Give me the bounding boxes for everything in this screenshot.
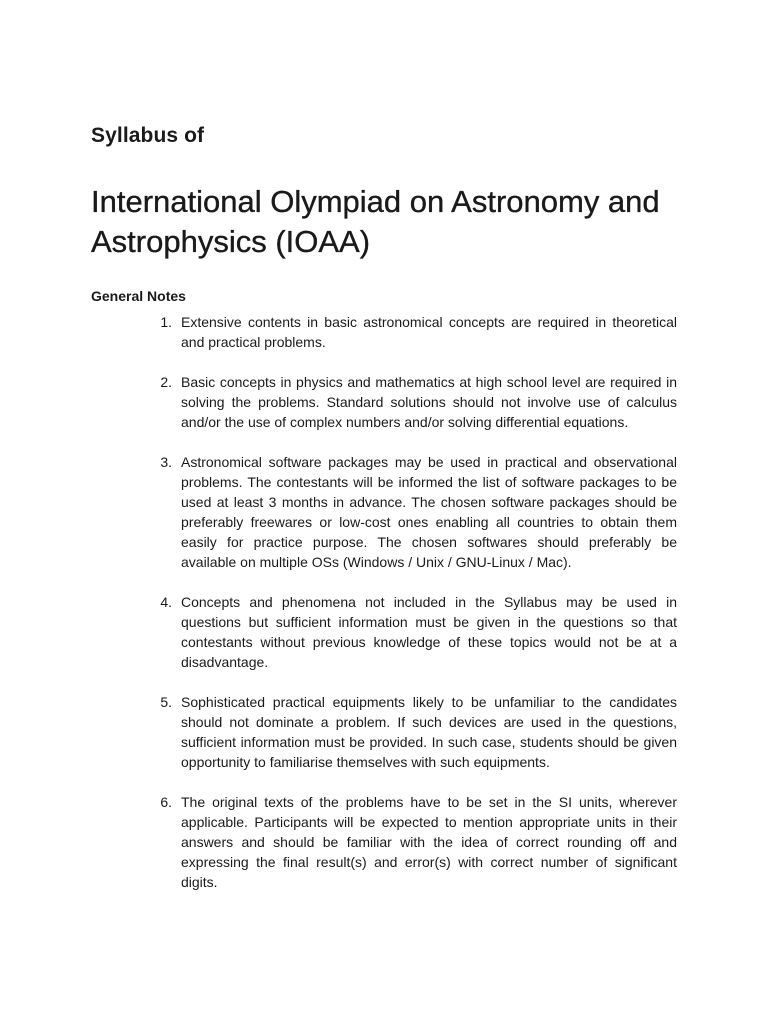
note-number: 2. xyxy=(160,374,172,390)
note-number: 5. xyxy=(160,694,172,710)
note-item xyxy=(0,692,768,772)
note-number: 3. xyxy=(160,454,172,470)
note-text: The original texts of the problems have to be set in the SI units, wherever applicable. Participants will be expected to mention appropriate units in their answers and should be familiar with the idea of correct rounding off and expressing the final result(s) and error(s) with correct number of significant digits. xyxy=(181,794,677,890)
section-heading: General Notes xyxy=(91,288,186,304)
note-number: 1. xyxy=(160,314,172,330)
note-item xyxy=(0,592,768,672)
note-item xyxy=(0,452,768,572)
note-item xyxy=(0,792,768,892)
note-text: Basic concepts in physics and mathematics at high school level are required in solving the problems. Standard solutions should not involve use of calculus and/or the use of complex numbers and/or solving differential equations. xyxy=(181,374,677,430)
note-text: Concepts and phenomena not included in the Syllabus may be used in questions but sufficient information must be given in the questions so that contestants without previous knowledge of these topics would not be at a disadvantage. xyxy=(181,594,677,670)
document-title: International Olympiad on Astronomy and Astrophysics (IOAA) xyxy=(91,184,660,259)
note-item xyxy=(0,372,768,432)
document-subtitle: Syllabus of xyxy=(91,124,205,147)
note-item xyxy=(0,312,768,352)
general-notes-list xyxy=(0,312,768,912)
note-text: Extensive contents in basic astronomical concepts are required in theoretical and practical problems. xyxy=(181,314,677,350)
note-number: 6. xyxy=(160,794,172,810)
note-text: Astronomical software packages may be used in practical and observational problems. The contestants will be informed the list of software packages to be used at least 3 months in advance. The chosen software packages should be preferably freewares or low-cost ones enabling all countries to obtain them easily for practice purpose. The chosen softwares should preferably be available on multiple OSs (Windows / Unix / GNU-Linux / Mac). xyxy=(181,454,677,570)
note-text: Sophisticated practical equipments likely to be unfamiliar to the candidates should not dominate a problem. If such devices are used in the questions, sufficient information must be provided. In such case, students should be given opportunity to familiarise themselves with such equipments. xyxy=(181,694,677,770)
note-number: 4. xyxy=(160,594,172,610)
